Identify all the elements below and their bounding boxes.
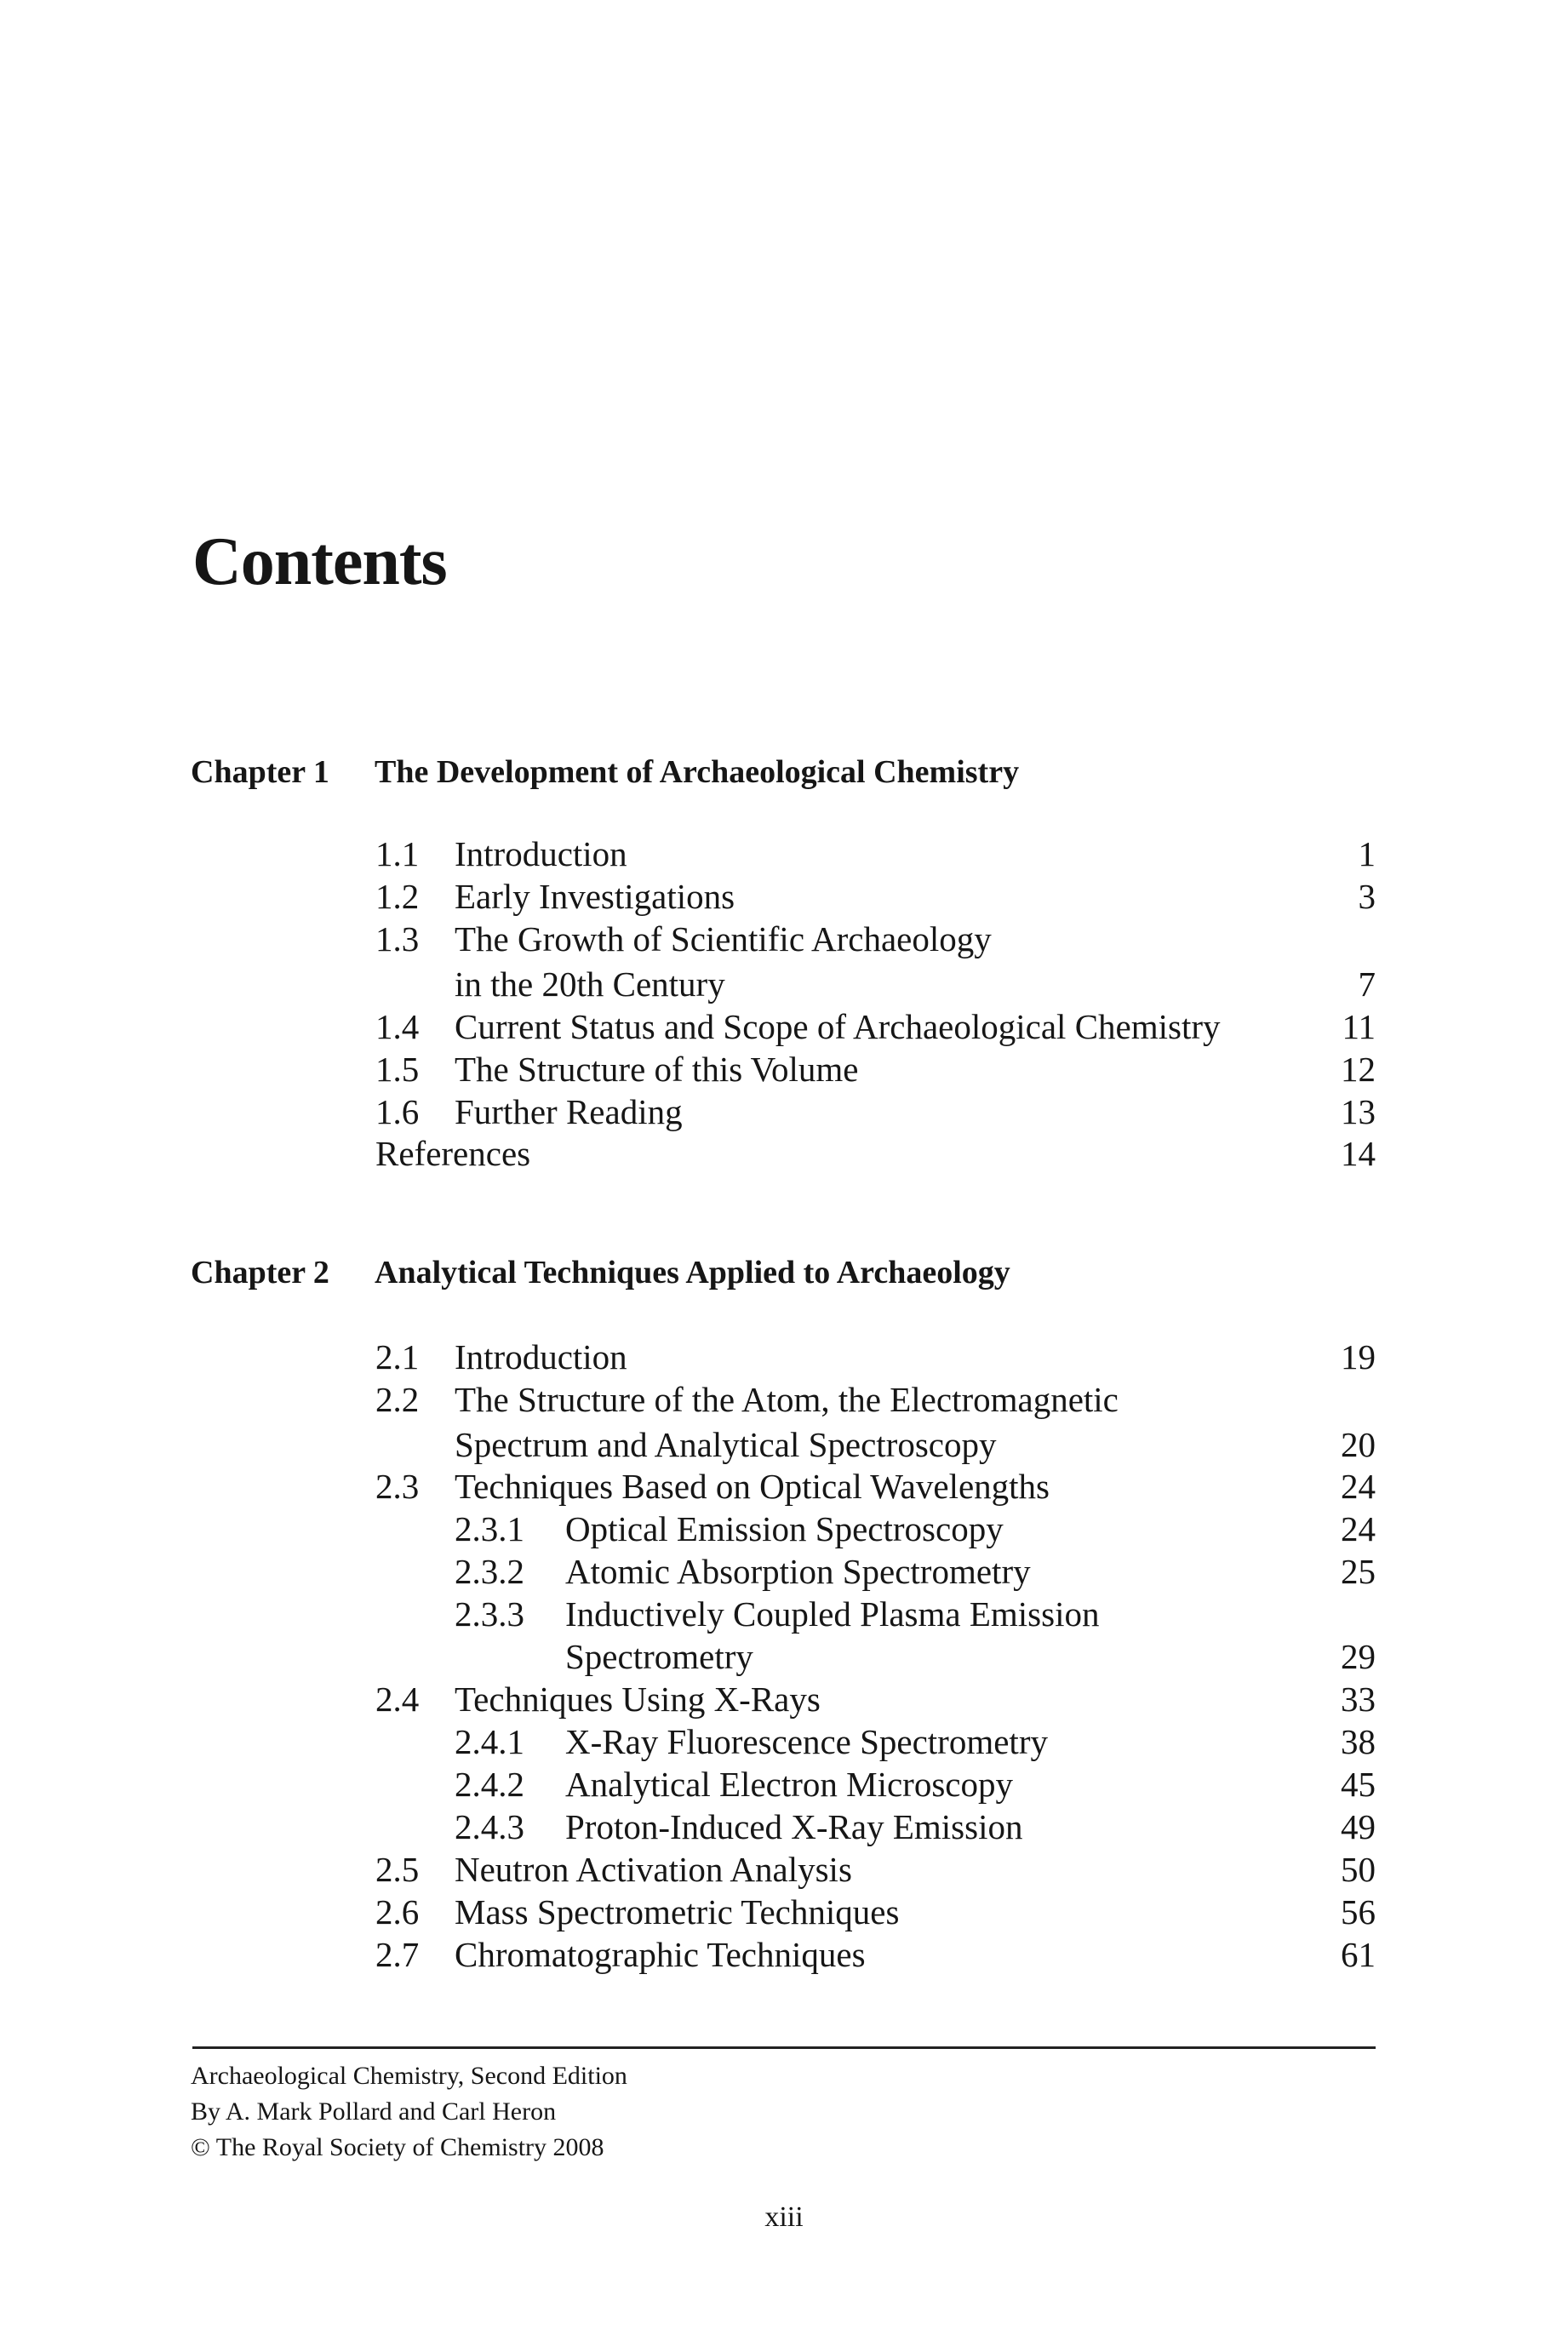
entry-title: Techniques Using X-Rays [455, 1680, 821, 1719]
entry-title: The Growth of Scientific Archaeology [455, 919, 992, 959]
entry-number: 1.6 [375, 1092, 420, 1131]
entry-number: 2.4.1 [455, 1722, 524, 1761]
entry-page: 14 [1341, 1134, 1376, 1173]
entry-page: 45 [1341, 1765, 1376, 1804]
entry-page: 11 [1342, 1007, 1376, 1046]
entry-title: Introduction [455, 834, 627, 873]
chapter-label: Chapter 2 [191, 1255, 329, 1290]
entry-title: Chromatographic Techniques [455, 1935, 866, 1974]
entry-page: 19 [1341, 1337, 1376, 1376]
entry-number: 2.5 [375, 1850, 420, 1889]
entry-page: 1 [1358, 834, 1376, 873]
footer-authors: By A. Mark Pollard and Carl Heron [191, 2097, 557, 2126]
chapter-title: Analytical Techniques Applied to Archaeology [375, 1255, 1010, 1290]
entry-page: 3 [1358, 877, 1376, 916]
entry-title: Inductively Coupled Plasma Emission [565, 1594, 1100, 1634]
entry-number: 2.3.1 [455, 1509, 524, 1548]
entry-title: X-Ray Fluorescence Spectrometry [565, 1722, 1048, 1761]
entry-number: 1.2 [375, 877, 420, 916]
entry-title: The Structure of the Atom, the Electromagnetic [455, 1380, 1119, 1419]
entry-title-continuation: Spectrometry [565, 1637, 753, 1676]
entry-number: 1.3 [375, 919, 420, 959]
chapter-label: Chapter 1 [191, 754, 329, 790]
entry-title: Techniques Based on Optical Wavelengths [455, 1467, 1050, 1506]
entry-number: 2.3 [375, 1467, 420, 1506]
entry-title: Early Investigations [455, 877, 735, 916]
entry-number: 2.2 [375, 1380, 420, 1419]
entry-page: 24 [1341, 1467, 1376, 1506]
entry-number: 2.1 [375, 1337, 420, 1376]
entry-number: 1.4 [375, 1007, 420, 1046]
footer-book-title: Archaeological Chemistry, Second Edition [191, 2062, 627, 2090]
entry-number: 1.1 [375, 834, 420, 873]
entry-title: The Structure of this Volume [455, 1050, 859, 1089]
entry-page: 33 [1341, 1680, 1376, 1719]
entry-page: 25 [1341, 1552, 1376, 1591]
footer-divider [192, 2046, 1376, 2049]
entry-page: 12 [1341, 1050, 1376, 1089]
entry-page: 61 [1341, 1935, 1376, 1974]
entry-number: 2.7 [375, 1935, 420, 1974]
entry-number: 2.3.2 [455, 1552, 524, 1591]
entry-page: 24 [1341, 1509, 1376, 1548]
entry-number: 1.5 [375, 1050, 420, 1089]
entry-title: Current Status and Scope of Archaeological Chemistry [455, 1007, 1221, 1046]
entry-title: Further Reading [455, 1092, 683, 1131]
entry-page: 20 [1341, 1425, 1376, 1464]
entry-number: 2.4 [375, 1680, 420, 1719]
entry-title: Neutron Activation Analysis [455, 1850, 852, 1889]
entry-title: References [375, 1134, 531, 1173]
entry-page: 38 [1341, 1722, 1376, 1761]
page-number: xiii [764, 2201, 804, 2233]
entry-page: 49 [1341, 1807, 1376, 1846]
entry-title: Atomic Absorption Spectrometry [565, 1552, 1031, 1591]
entry-number: 2.3.3 [455, 1594, 524, 1634]
entry-page: 50 [1341, 1850, 1376, 1889]
footer-copyright: © The Royal Society of Chemistry 2008 [191, 2133, 604, 2161]
entry-title-continuation: in the 20th Century [455, 964, 725, 1004]
entry-page: 13 [1341, 1092, 1376, 1131]
entry-title: Optical Emission Spectroscopy [565, 1509, 1004, 1548]
entry-title: Analytical Electron Microscopy [565, 1765, 1013, 1804]
entry-title: Introduction [455, 1337, 627, 1376]
entry-number: 2.4.2 [455, 1765, 524, 1804]
entry-page: 7 [1358, 964, 1376, 1004]
page-title: Contents [192, 524, 447, 599]
entry-number: 2.4.3 [455, 1807, 524, 1846]
chapter-title: The Development of Archaeological Chemistry [375, 754, 1020, 790]
entry-page: 29 [1341, 1637, 1376, 1676]
entry-title: Proton-Induced X-Ray Emission [565, 1807, 1023, 1846]
entry-title: Mass Spectrometric Techniques [455, 1892, 900, 1931]
entry-number: 2.6 [375, 1892, 420, 1931]
entry-title-continuation: Spectrum and Analytical Spectroscopy [455, 1425, 997, 1464]
entry-page: 56 [1341, 1892, 1376, 1931]
